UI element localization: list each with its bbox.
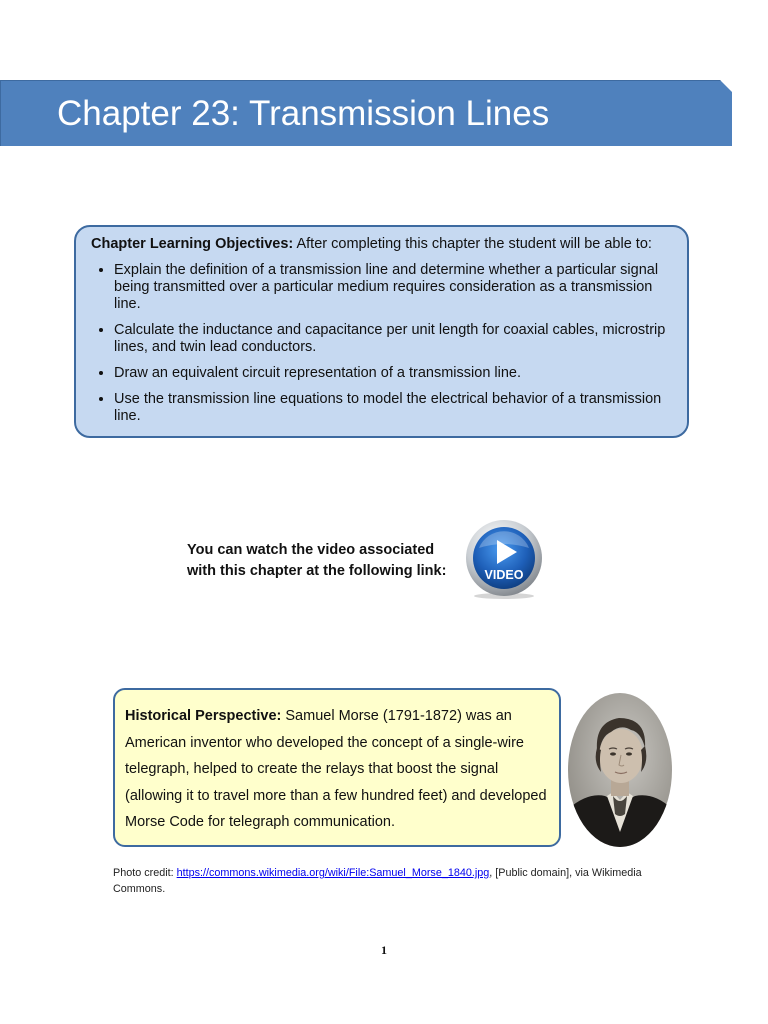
history-text: Samuel Morse (1791-1872) was an American inventor who developed the concept of a single-wire telegraph, helped to create the relays that boost the signal (allowing it to travel more than a few hundred feet) and developed Morse Code for telegraph communication.	[125, 708, 547, 830]
photo-credit-prefix: Photo credit:	[113, 867, 177, 879]
historical-perspective-box	[113, 688, 561, 847]
learning-objectives-box	[74, 225, 689, 438]
objectives-intro-text: After completing this chapter the student will be able to:	[293, 236, 652, 252]
photo-credit-link[interactable]: https://commons.wikimedia.org/wiki/File:Samuel_Morse_1840.jpg	[176, 867, 490, 879]
objective-item: • Calculate the inductance and capacitance per unit length for coaxial cables, microstrip lines, and twin lead conductors.	[114, 321, 673, 356]
chapter-title: Chapter 23: Transmission Lines	[57, 94, 550, 133]
objectives-intro	[91, 236, 673, 253]
video-button-graphic	[464, 518, 544, 600]
objective-item: • Explain the definition of a transmission line and determine whether a particular signal being transmitted over a particular medium requires consideration as a transmission line.	[114, 261, 673, 313]
objective-item: • Draw an equivalent circuit representation of a transmission line.	[114, 364, 673, 382]
video-prompt-line-2: with this chapter at the following link:	[187, 563, 447, 579]
photo-credit	[113, 865, 683, 897]
objectives-list	[91, 261, 673, 425]
history-paragraph	[125, 703, 551, 836]
samuel-morse-portrait	[567, 692, 673, 848]
photo-credit-suffix: , [Public domain], via Wikimedia Commons.	[113, 867, 642, 895]
page-number: 1	[381, 943, 387, 957]
history-heading: Historical Perspective:	[125, 708, 282, 724]
objective-item: • Use the transmission line equations to model the electrical behavior of a transmission line.	[114, 390, 673, 425]
video-button[interactable]	[464, 518, 544, 600]
portrait-photo	[567, 692, 673, 848]
objectives-heading: Chapter Learning Objectives:	[91, 236, 294, 252]
video-prompt	[187, 540, 446, 582]
video-button-label: VIDEO	[484, 568, 524, 582]
video-prompt-line-1: You can watch the video associated	[187, 542, 435, 558]
